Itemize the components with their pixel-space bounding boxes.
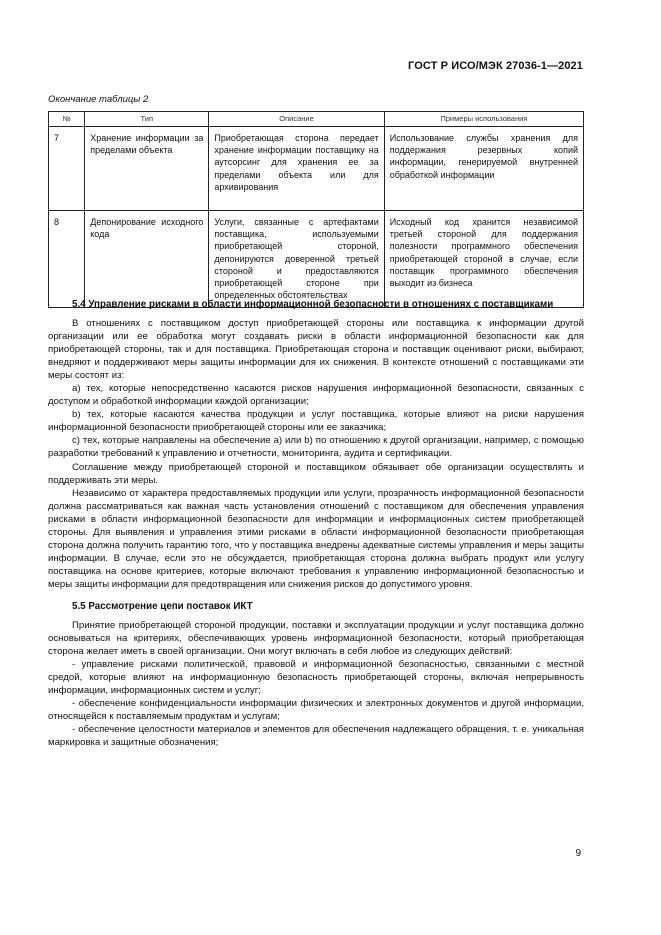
main-text <box>48 298 584 749</box>
list-item: a) тех, которые непосредственно касаются рисков нарушения информационной безопасности, связанных с доступом и обработкой информации каждой организации; <box>48 383 584 408</box>
section-heading-5-4: 5.4 Управление рисками в области информационной безопасности в отношениях с поставщиками <box>72 299 554 310</box>
supplier-types-table <box>48 111 584 308</box>
list-item: - управление рисками политической, правовой и информационной безопасностью, связанными с местной средой, которые влияют на информационную безопасность приобретающей стороны, включая непрерывность информации, информационных систем и услуг; <box>48 659 584 697</box>
row-type: Депонирование исходного кода <box>85 211 209 308</box>
page-number: 9 <box>575 848 581 859</box>
paragraph: Независимо от характера предоставляемых продукции или услуги, прозрачность информационной безопасности должна рассматриваться как важная часть установления отношений с поставщиком для обеспечения управления рисками в области информационной безопасности для информации и информационных систем приобретающей стороны. Для выявления и управления этими рисками в области информационной безопасности приобретающая сторона должна получить гарантию того, что у поставщика внедрены адекватные системы управления и меры защиты информации. В случае, если это не обсуждается, приобретающая сторона должна выбрать продукт или услугу поставщика на основе критериев, которые включают требования к управлению информационной безопасностью и меры защиты информации для предотвращения или снижения рисков до допустимого уровня. <box>48 487 584 590</box>
list-item: - обеспечение целостности материалов и элементов для обеспечения надлежащего обращения, т. е. уникальная маркировка и защитные обозначения; <box>48 724 584 749</box>
list-item: - обеспечение конфиденциальности информации физических и электронных документов и другой информации, относящейся к поставляемым продуктам и услугам; <box>48 698 584 723</box>
paragraph: Принятие приобретающей стороной продукции, поставки и эксплуатации продукции и услуг поставщика должно основываться на критериях, обеспечивающих уровень информационной безопасности, который приобретающая сторона желает иметь в своей организации. Они могут включать в себя любое из следующих действий: <box>48 619 584 658</box>
column-header-examples: Примеры использования <box>384 112 583 127</box>
table-caption: Окончание таблицы 2 <box>48 94 149 105</box>
paragraph: В отношениях с поставщиком доступ приобретающей стороны или поставщика к информации другой организации или ее обработка могут создавать риски в области информационной безопасности как для приобретающей стороны, так и для поставщика. Приобретающая сторона и поставщик оценивают риски, выбирают, внедряют и поддерживают меры защиты информации для их снижения. В контексте отношений с поставщиками эти меры состоят из: <box>48 318 584 382</box>
section-heading-5-5: 5.5 Рассмотрение цепи поставок ИКТ <box>72 600 253 612</box>
row-example: Исходный код хранится независимой третьей стороной для поддержания полезности программного обеспечения приобретающей стороной в случае, если поставщик программного обеспечения выходит из бизнеса <box>384 211 583 308</box>
row-description: Приобретающая сторона передает хранение информации поставщику на аутсорсинг для хранения ее за пределами объекта или для архивирования <box>209 127 384 211</box>
row-type: Хранение информации за пределами объекта <box>85 127 209 211</box>
list-item: c) тех, которые направлены на обеспечение a) или b) по отношению к другой организации, например, с помощью разработки требований к управлению и отчетности, мониторинга, аудита и сертификации. <box>48 435 584 460</box>
row-example: Использование службы хранения для поддержания резервных копий информации, генерируемой внутренней обработкой информации <box>384 127 583 211</box>
column-header-description: Описание <box>209 112 384 127</box>
table-header-row <box>49 112 584 127</box>
column-header-type: Тип <box>85 112 209 127</box>
table-row <box>49 211 584 308</box>
document-header: ГОСТ Р ИСО/МЭК 27036-1—2021 <box>408 60 583 72</box>
column-header-number: № <box>49 112 85 127</box>
table-row <box>49 127 584 211</box>
row-number: 7 <box>49 127 85 211</box>
paragraph: Соглашение между приобретающей стороной и поставщиком обязывает обе организации осуществлять и поддерживать эти меры. <box>48 461 584 486</box>
row-description: Услуги, связанные с артефактами поставщика, используемыми приобретающей стороной, депонируются доверенной третьей стороной и предоставляются приобретающей стороне при определенных обстоятельствах <box>209 211 384 308</box>
row-number: 8 <box>49 211 85 308</box>
list-item: b) тех, которые касаются качества продукции и услуг поставщика, которые влияют на риски нарушения информационной безопасности приобретающей стороны или ее заказчика; <box>48 409 584 434</box>
